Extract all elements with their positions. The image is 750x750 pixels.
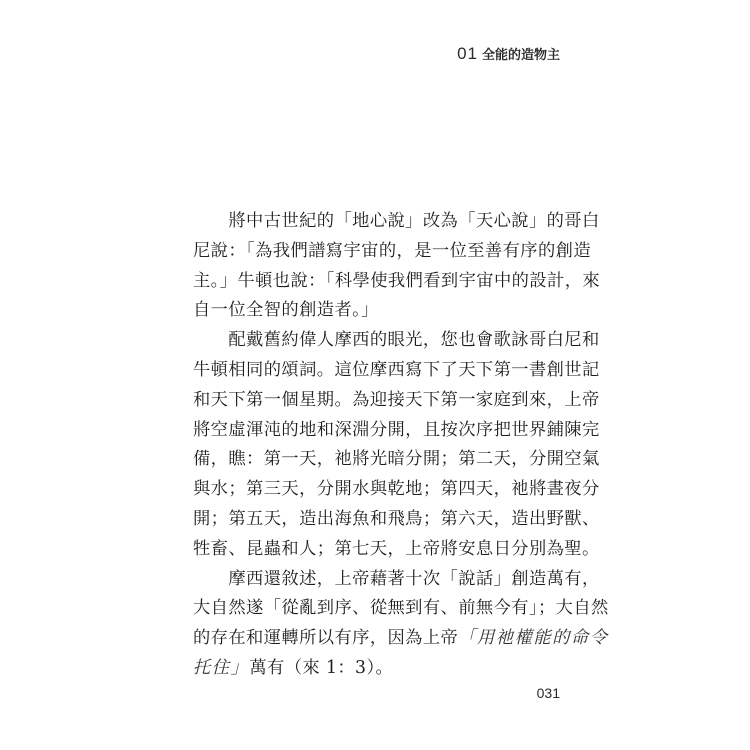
running-head xyxy=(457,44,560,64)
text-segment: 萬有（來 1：3）。 xyxy=(249,657,394,678)
text-line: 主。」牛頓也說：「科學使我們看到宇宙中的設計，來 xyxy=(193,270,601,291)
text-segment: 的存在和運轉所以有序，因為上帝 xyxy=(193,628,459,649)
text-line: 配戴舊約偉人摩西的眼光，您也會歌詠哥白尼和 xyxy=(193,330,600,351)
text-line: 將空虛渾沌的地和深淵分開，且按次序把世界鋪陳完 xyxy=(193,419,600,440)
text-line: 自一位全智的創造者。」 xyxy=(193,300,379,321)
text-line xyxy=(193,654,565,684)
text-line: 大自然遂「從亂到序、從無到有、前無今有」；大自然 xyxy=(193,598,609,619)
text-line: 與水；第三天，分開水與乾地；第四天，祂將晝夜分 xyxy=(193,479,600,500)
text-line xyxy=(193,624,609,654)
chapter-title: 全能的造物主 xyxy=(481,48,560,63)
page-number: 031 xyxy=(536,685,560,701)
text-line: 牛頓相同的頌詞。這位摩西寫下了天下第一書創世記 xyxy=(193,359,600,380)
text-line: 摩西還敘述，上帝藉著十次「說話」創造萬有， xyxy=(193,568,600,589)
text-line: 尼說：「為我們譜寫宇宙的，是一位至善有序的創造 xyxy=(193,240,592,261)
body-text xyxy=(193,207,609,684)
scripture-quote-part1: 「用祂權能的命令 xyxy=(458,628,609,649)
text-line: 開；第五天，造出海魚和飛鳥；第六天，造出野獸、 xyxy=(193,508,600,529)
chapter-number: 01 xyxy=(457,44,478,63)
text-line: 備，瞧：第一天，祂將光暗分開；第二天，分開空氣 xyxy=(193,449,600,470)
scripture-quote-part2: 托住」 xyxy=(193,657,250,678)
text-line: 牲畜、昆蟲和人；第七天，上帝將安息日分別為聖。 xyxy=(193,538,600,559)
text-line: 將中古世紀的「地心說」改為「天心說」的哥白 xyxy=(193,211,600,231)
text-line: 和天下第一個星期。為迎接天下第一家庭到來，上帝 xyxy=(193,389,600,410)
